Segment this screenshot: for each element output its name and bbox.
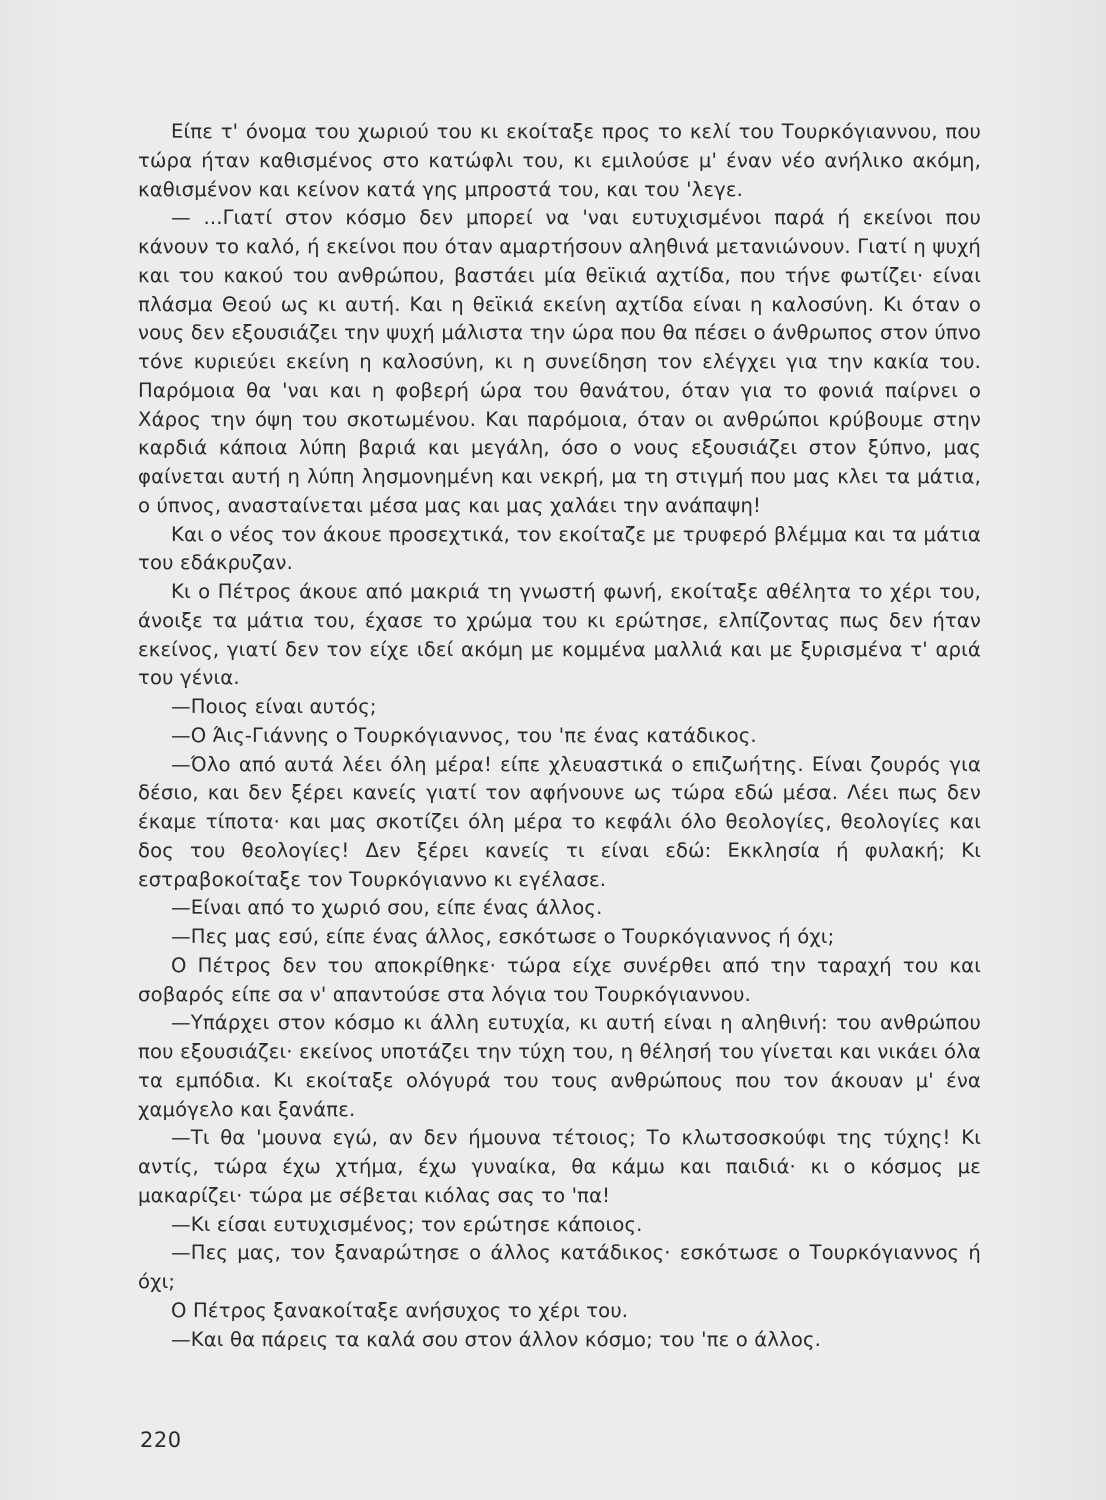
page-number: 220: [140, 1428, 182, 1452]
paragraph: —Πες μας, τον ξαναρώτησε ο άλλος κατάδικος· εσκότωσε ο Τουρκόγιαννος ή όχι;: [138, 1241, 981, 1293]
body-text: [138, 118, 981, 1354]
paragraph: —Ποιος είναι αυτός;: [171, 695, 377, 718]
paragraph: —Και θα πάρεις τα καλά σου στον άλλον κόσμο; του 'πε ο άλλος.: [171, 1327, 821, 1351]
paragraph: Ο Πέτρος δεν του αποκρίθηκε· τώρα είχε συνέρθει από την ταραχή του και σοβαρός είπε σα ν' απαντούσε στα λόγια του Τουρκόγιαννου.: [138, 953, 981, 1006]
paragraph: — ...Γιατί στον κόσμο δεν μπορεί να 'ναι ευτυχισμένοι παρά ή εκείνοι που κάνουν το καλό, ή εκείνοι που όταν αμαρτήσουν αληθινά μετανιώνουν. Γιατί η ψυχή και του κακού του ανθρώπου, βαστάει μία θεϊκιά αχτίδα, που τήνε φωτίζει· είναι πλάσμα Θεού ως κι αυτή. Και η θεϊκιά εκείνη αχτίδα είναι η καλοσύνη. Κι όταν ο νους δεν εξουσιάζει την ψυχή μάλιστα την ώρα που θα πέσει ο άνθρωπος στον ύπνο τόνε κυριεύει εκείνη η καλοσύνη, κι η συνείδηση τον ελέγχει για την κακία του. Παρόμοια θα 'ναι και η φοβερή ώρα του θανάτου, όταν για το φονιά παίρνει ο Χάρος την όψη του σκοτωμένου. Και παρόμοια, όταν οι ανθρώποι κρύβουμε στην καρδιά κάποια λύπη βαριά και μεγάλη, όσο ο νους εξουσιάζει στον ξύπνο, μας φαίνεται αυτή η λύπη λησμονημένη και νεκρή, μα τη στιγμή που μας κλει τα μάτια, ο ύπνος, ανασταίνεται μέσα μας και μας χαλάει την ανάπαψη!: [138, 206, 981, 517]
paragraph: —Όλο από αυτά λέει όλη μέρα! είπε χλευαστικά ο επιζωήτης. Είναι ζουρός για δέσιο, και δεν ξέρει κανείς γιατί τον αφήνουνε ως τώρα εδώ μέσα. Λέει πως δεν έκαμε τίποτα· και μας σκοτίζει όλη μέρα το κεφάλι όλο θεολογίες, θεολογίες και δος του θεολογίες! Δεν ξέρει κανείς τι είναι εδώ: Εκκλησία ή φυλακή; Κι εστραβοκοίταξε τον Τουρκόγιαννο κι εγέλασε.: [138, 752, 981, 891]
paragraph: Και ο νέος τον άκουε προσεχτικά, τον εκοίταζε με τρυφερό βλέμμα και τα μάτια του εδάκρυζαν.: [138, 522, 981, 575]
paragraph: —Ο Άις-Γιάννης ο Τουρκόγιαννος, του 'πε ένας κατάδικος.: [171, 723, 757, 747]
paragraph: —Είναι από το χωριό σου, είπε ένας άλλος.: [171, 896, 603, 920]
paragraph: —Κι είσαι ευτυχισμένος; τον ερώτησε κάποιος.: [171, 1212, 643, 1236]
paragraph: —Υπάρχει στον κόσμο κι άλλη ευτυχία, κι αυτή είναι η αληθινή: του ανθρώπου που εξουσιάζει· εκείνος υποτάζει την τύχη του, η θέλησή του γίνεται και νικάει όλα τα εμπόδια. Κι εκοίταξε ολόγυρά του τους ανθρώπους που τον άκουαν μ' ένα χαμόγελο και ξανάπε.: [138, 1011, 981, 1121]
paragraph: Είπε τ' όνομα του χωριού του κι εκοίταξε προς το κελί του Τουρκόγιαννου, που τώρα ήταν καθισμένος στο κατώφλι του, κι εμιλούσε μ' έναν νέο ανήλικο ακόμη, καθισμένον και κείνον κατά γης μπροστά του, και του 'λεγε.: [138, 120, 981, 201]
paragraph: Ο Πέτρος ξανακοίταξε ανήσυχος το χέρι του.: [171, 1298, 629, 1322]
paragraph: Κι ο Πέτρος άκουε από μακριά τη γνωστή φωνή, εκοίταξε αθέλητα το χέρι του, άνοιξε τα μάτια του, έχασε το χρώμα του κι ερώτησε, ελπίζοντας πως δεν ήταν εκείνος, γιατί δεν τον είχε ιδεί ακόμη με κομμένα μαλλιά και με ξυρισμένα τ' αριά του γένια.: [138, 580, 981, 690]
paragraph: —Τι θα 'μουνα εγώ, αν δεν ήμουνα τέτοιος; Το κλωτσοσκούφι της τύχης! Κι αντίς, τώρα έχω χτήμα, έχω γυναίκα, θα κάμω και παιδιά· κι ο κόσμος με μακαρίζει· τώρα με σέβεται κιόλας σας το 'πα!: [138, 1126, 981, 1207]
paragraph: —Πες μας εσύ, είπε ένας άλλος, εσκότωσε ο Τουρκόγιαννος ή όχι;: [171, 925, 835, 948]
